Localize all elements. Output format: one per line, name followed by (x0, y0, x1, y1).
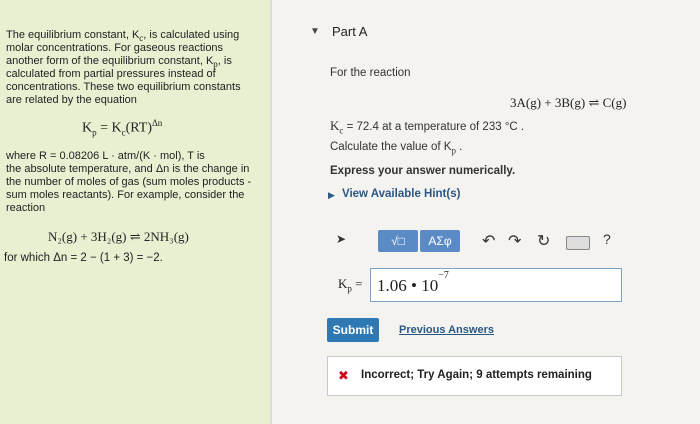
part-title: Part A (332, 24, 368, 39)
where-line-4: sum moles reactants). For example, consider the (6, 189, 245, 201)
question-line: Calculate the value of $K_p$ . (330, 141, 463, 156)
for-the-reaction: For the reaction (330, 67, 411, 79)
help-icon[interactable]: ? (603, 231, 611, 247)
cursor-arrow-icon: ➤ (336, 232, 347, 246)
reset-icon[interactable]: ↻ (537, 233, 551, 250)
intro-line-6: are related by the equation (6, 94, 137, 106)
answer-value: 1.06 • $10^{-7}$ (377, 270, 449, 295)
kp-kc-equation: $K_p = K_c(RT)^{\Delta n}$ (82, 118, 163, 138)
example-equation: N₂(g) + 3H₂(g) ⇌ 2NH₃(g) (48, 229, 189, 244)
redo-icon[interactable]: ↷ (508, 233, 522, 250)
previous-answers-link[interactable]: Previous Answers (399, 324, 494, 336)
panel-divider (270, 0, 272, 424)
collapse-caret-icon[interactable]: ▼ (310, 26, 320, 37)
error-x-icon: ✖ (338, 368, 349, 383)
where-line-3: the number of moles of gas (sum moles products - (6, 176, 252, 188)
intro-line-3: another form of the equilibrium constant, $K_p$, is (6, 55, 232, 70)
kc-value-line: $K_c = 72.4$ at a temperature of 233 °C . (330, 118, 525, 136)
view-hints-link[interactable]: View Available Hint(s) (342, 188, 461, 200)
where-line-5: reaction (6, 202, 46, 214)
delta-n-example: for which Δn = 2 − (1 + 3) = −2. (4, 252, 163, 264)
where-line: where R = 0.08206 L · atm/(K · mol), T is (6, 150, 205, 162)
hint-caret-icon[interactable]: ▶ (328, 190, 335, 200)
instruction-panel (0, 0, 270, 424)
intro-line-2: molar concentrations. For gaseous reactions (6, 42, 224, 54)
answer-input[interactable] (370, 268, 622, 302)
express-instruction: Express your answer numerically. (330, 165, 516, 177)
reaction-equation: 3A(g) + 3B(g) ⇌ C(g) (510, 95, 627, 110)
where-line-2: the absolute temperature, and Δn is the change in (6, 163, 250, 175)
intro-line-4: calculated from partial pressures instead of (6, 68, 216, 80)
submit-button[interactable]: Submit (327, 318, 379, 342)
undo-icon[interactable]: ↶ (482, 233, 496, 250)
templates-button[interactable]: √□ (378, 230, 418, 252)
feedback-text: Incorrect; Try Again; 9 attempts remaining (361, 369, 592, 381)
greek-symbols-button[interactable]: ΑΣφ (420, 230, 460, 252)
answer-label: $K_p$ = (338, 276, 363, 294)
intro-line-1: The equilibrium constant, $K_c$, is calculated using (6, 29, 240, 44)
intro-line-5: concentrations. These two equilibrium constants (6, 81, 241, 93)
feedback-message (327, 356, 622, 396)
keyboard-icon[interactable] (566, 236, 590, 250)
